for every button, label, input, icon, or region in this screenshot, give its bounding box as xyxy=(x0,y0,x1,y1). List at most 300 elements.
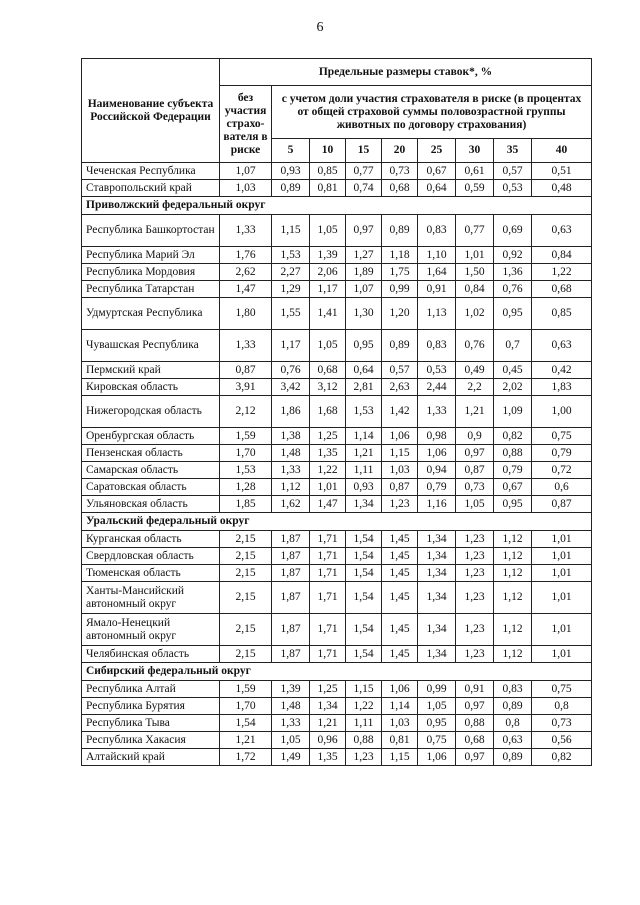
rate-cell: 1,54 xyxy=(346,565,382,582)
rate-cell: 1,71 xyxy=(310,614,346,646)
rate-cell: 1,21 xyxy=(346,445,382,462)
table-row xyxy=(82,247,592,264)
rate-cell: 2,2 xyxy=(456,379,494,396)
rate-cell: 0,96 xyxy=(310,732,346,749)
rate-cell: 0,74 xyxy=(346,180,382,197)
table-row xyxy=(82,732,592,749)
rate-cell: 0,93 xyxy=(346,479,382,496)
rate-cell: 0,77 xyxy=(346,163,382,180)
rate-cell: 0,92 xyxy=(494,247,532,264)
rate-cell: 1,01 xyxy=(532,582,592,614)
rate-cell: 1,11 xyxy=(346,462,382,479)
region-name: Пермский край xyxy=(82,362,220,379)
rate-cell: 1,05 xyxy=(310,215,346,247)
rate-cell: 1,27 xyxy=(346,247,382,264)
region-name: Ханты-Мансийский автономный округ xyxy=(82,582,220,614)
table-row xyxy=(82,163,592,180)
table-row xyxy=(82,379,592,396)
rate-without-participation: 1,76 xyxy=(220,247,272,264)
rate-cell: 0,89 xyxy=(494,698,532,715)
rate-cell: 0,64 xyxy=(346,362,382,379)
rate-cell: 1,23 xyxy=(456,614,494,646)
region-name: Чувашская Республика xyxy=(82,330,220,362)
rate-cell: 0,67 xyxy=(494,479,532,496)
rate-cell: 1,55 xyxy=(272,298,310,330)
with-participation-header: с учетом доли участия страхователя в риске (в процентах от общей страховой суммы половозрастной группы животных по договору страхования) xyxy=(272,86,592,139)
rate-without-participation: 1,59 xyxy=(220,428,272,445)
rate-cell: 0,95 xyxy=(494,298,532,330)
rate-without-participation: 1,03 xyxy=(220,180,272,197)
rate-cell: 1,62 xyxy=(272,496,310,513)
rate-cell: 1,53 xyxy=(346,396,382,428)
rate-without-participation: 1,72 xyxy=(220,749,272,766)
region-name: Курганская область xyxy=(82,531,220,548)
rate-cell: 0,8 xyxy=(494,715,532,732)
region-name: Оренбургская область xyxy=(82,428,220,445)
rate-without-participation: 1,70 xyxy=(220,445,272,462)
rate-cell: 2,06 xyxy=(310,264,346,281)
rate-cell: 1,33 xyxy=(418,396,456,428)
table-row xyxy=(82,362,592,379)
rate-cell: 1,71 xyxy=(310,646,346,663)
region-name: Ульяновская область xyxy=(82,496,220,513)
percent-header-cell: 5 xyxy=(272,139,310,163)
rate-cell: 1,10 xyxy=(418,247,456,264)
rate-cell: 0,75 xyxy=(418,732,456,749)
rate-cell: 1,03 xyxy=(382,462,418,479)
rate-cell: 0,88 xyxy=(456,715,494,732)
rate-cell: 1,87 xyxy=(272,582,310,614)
rate-cell: 1,23 xyxy=(456,548,494,565)
rate-cell: 1,01 xyxy=(532,531,592,548)
rate-cell: 0,63 xyxy=(494,732,532,749)
table-row xyxy=(82,548,592,565)
rate-cell: 0,69 xyxy=(494,215,532,247)
rate-cell: 0,68 xyxy=(456,732,494,749)
rate-cell: 1,30 xyxy=(346,298,382,330)
rate-cell: 1,15 xyxy=(382,749,418,766)
rate-cell: 0,6 xyxy=(532,479,592,496)
region-name: Удмуртская Республика xyxy=(82,298,220,330)
rate-cell: 1,71 xyxy=(310,531,346,548)
rate-cell: 1,71 xyxy=(310,565,346,582)
table-row xyxy=(82,531,592,548)
rate-cell: 1,34 xyxy=(418,548,456,565)
rate-cell: 1,45 xyxy=(382,614,418,646)
table-row xyxy=(82,445,592,462)
rate-cell: 0,97 xyxy=(346,215,382,247)
rate-cell: 1,34 xyxy=(418,565,456,582)
rate-cell: 1,23 xyxy=(346,749,382,766)
rate-cell: 1,47 xyxy=(310,496,346,513)
rate-cell: 1,23 xyxy=(456,582,494,614)
rate-cell: 1,75 xyxy=(382,264,418,281)
region-name: Республика Алтай xyxy=(82,681,220,698)
rate-cell: 0,87 xyxy=(382,479,418,496)
rate-cell: 1,54 xyxy=(346,548,382,565)
region-name: Челябинская область xyxy=(82,646,220,663)
rate-cell: 1,21 xyxy=(456,396,494,428)
rate-cell: 1,34 xyxy=(418,582,456,614)
table-row xyxy=(82,428,592,445)
rate-cell: 1,71 xyxy=(310,582,346,614)
table-row xyxy=(82,681,592,698)
rate-cell: 1,71 xyxy=(310,548,346,565)
rate-cell: 0,7 xyxy=(494,330,532,362)
table-row xyxy=(82,479,592,496)
table-row xyxy=(82,215,592,247)
rate-cell: 0,51 xyxy=(532,163,592,180)
rate-cell: 1,13 xyxy=(418,298,456,330)
region-name: Алтайский край xyxy=(82,749,220,766)
rate-cell: 1,25 xyxy=(310,428,346,445)
rate-cell: 3,12 xyxy=(310,379,346,396)
region-name: Республика Марий Эл xyxy=(82,247,220,264)
rate-cell: 1,23 xyxy=(456,531,494,548)
rate-cell: 1,87 xyxy=(272,531,310,548)
page-number: 6 xyxy=(316,20,324,35)
rate-cell: 1,12 xyxy=(494,614,532,646)
region-name: Пензенская область xyxy=(82,445,220,462)
rate-cell: 0,91 xyxy=(456,681,494,698)
rate-cell: 2,44 xyxy=(418,379,456,396)
rate-cell: 0,89 xyxy=(272,180,310,197)
rate-cell: 1,12 xyxy=(494,531,532,548)
section-row xyxy=(82,663,592,681)
rate-cell: 1,17 xyxy=(272,330,310,362)
rate-cell: 1,48 xyxy=(272,698,310,715)
rate-without-participation: 1,33 xyxy=(220,215,272,247)
rate-cell: 0,83 xyxy=(418,330,456,362)
rate-cell: 1,25 xyxy=(310,681,346,698)
rate-cell: 0,57 xyxy=(382,362,418,379)
rate-cell: 2,81 xyxy=(346,379,382,396)
rate-cell: 0,57 xyxy=(494,163,532,180)
rate-cell: 1,64 xyxy=(418,264,456,281)
rate-cell: 1,87 xyxy=(272,565,310,582)
region-name: Ставропольский край xyxy=(82,180,220,197)
rate-cell: 1,45 xyxy=(382,565,418,582)
rate-cell: 0,83 xyxy=(418,215,456,247)
table-row xyxy=(82,396,592,428)
rate-cell: 0,89 xyxy=(494,749,532,766)
rate-cell: 1,16 xyxy=(418,496,456,513)
table-row xyxy=(82,264,592,281)
rate-cell: 1,87 xyxy=(272,646,310,663)
rate-cell: 1,05 xyxy=(418,698,456,715)
rate-cell: 0,97 xyxy=(456,749,494,766)
percent-header-cell: 30 xyxy=(456,139,494,163)
table-row xyxy=(82,646,592,663)
rate-cell: 1,23 xyxy=(456,646,494,663)
rate-cell: 1,14 xyxy=(346,428,382,445)
rate-cell: 1,41 xyxy=(310,298,346,330)
region-name: Тюменская область xyxy=(82,565,220,582)
rate-cell: 0,67 xyxy=(418,163,456,180)
rate-without-participation: 1,21 xyxy=(220,732,272,749)
rate-cell: 1,54 xyxy=(346,646,382,663)
rate-cell: 1,07 xyxy=(346,281,382,298)
percent-header-cell: 25 xyxy=(418,139,456,163)
name-column-header: Наименование субъекта Российской Федерации xyxy=(82,59,220,163)
rate-cell: 1,22 xyxy=(532,264,592,281)
rate-cell: 0,88 xyxy=(494,445,532,462)
rate-without-participation: 2,15 xyxy=(220,582,272,614)
region-name: Свердловская область xyxy=(82,548,220,565)
table-row xyxy=(82,698,592,715)
rate-cell: 1,21 xyxy=(310,715,346,732)
rate-cell: 0,89 xyxy=(382,330,418,362)
rate-cell: 0,53 xyxy=(418,362,456,379)
rate-cell: 0,94 xyxy=(418,462,456,479)
rate-cell: 1,01 xyxy=(532,614,592,646)
percent-header-cell: 15 xyxy=(346,139,382,163)
rate-cell: 1,05 xyxy=(310,330,346,362)
rate-cell: 1,09 xyxy=(494,396,532,428)
region-name: Республика Бурятия xyxy=(82,698,220,715)
rate-cell: 0,88 xyxy=(346,732,382,749)
rate-cell: 1,54 xyxy=(346,614,382,646)
rate-without-participation: 1,54 xyxy=(220,715,272,732)
table-row xyxy=(82,298,592,330)
rate-cell: 2,27 xyxy=(272,264,310,281)
section-title: Приволжский федеральный округ xyxy=(82,197,592,215)
rate-without-participation: 1,28 xyxy=(220,479,272,496)
rate-cell: 1,42 xyxy=(382,396,418,428)
rate-cell: 0,81 xyxy=(382,732,418,749)
section-row xyxy=(82,513,592,531)
rate-cell: 0,82 xyxy=(494,428,532,445)
region-name: Республика Тыва xyxy=(82,715,220,732)
rate-cell: 2,02 xyxy=(494,379,532,396)
table-row xyxy=(82,715,592,732)
rate-cell: 1,15 xyxy=(382,445,418,462)
region-name: Ямало-Ненецкий автономный округ xyxy=(82,614,220,646)
rate-cell: 0,73 xyxy=(456,479,494,496)
rate-cell: 0,76 xyxy=(494,281,532,298)
rate-cell: 1,89 xyxy=(346,264,382,281)
table-row xyxy=(82,496,592,513)
rate-cell: 0,48 xyxy=(532,180,592,197)
rate-cell: 0,84 xyxy=(532,247,592,264)
rate-cell: 1,39 xyxy=(310,247,346,264)
rate-without-participation: 2,15 xyxy=(220,646,272,663)
region-name: Самарская область xyxy=(82,462,220,479)
rate-cell: 0,82 xyxy=(532,749,592,766)
rate-cell: 1,06 xyxy=(382,681,418,698)
rate-cell: 0,64 xyxy=(418,180,456,197)
region-name: Республика Татарстан xyxy=(82,281,220,298)
rate-cell: 1,54 xyxy=(346,582,382,614)
region-name: Чеченская Республика xyxy=(82,163,220,180)
rate-cell: 1,34 xyxy=(418,646,456,663)
rate-cell: 1,53 xyxy=(272,247,310,264)
rate-cell: 1,34 xyxy=(310,698,346,715)
rate-cell: 1,12 xyxy=(494,582,532,614)
rate-cell: 1,48 xyxy=(272,445,310,462)
rate-cell: 0,93 xyxy=(272,163,310,180)
rate-cell: 1,33 xyxy=(272,715,310,732)
rate-cell: 1,20 xyxy=(382,298,418,330)
rate-cell: 0,72 xyxy=(532,462,592,479)
rate-without-participation: 2,15 xyxy=(220,548,272,565)
rate-cell: 0,45 xyxy=(494,362,532,379)
rate-cell: 2,63 xyxy=(382,379,418,396)
rate-cell: 1,17 xyxy=(310,281,346,298)
rate-without-participation: 2,15 xyxy=(220,614,272,646)
rate-cell: 1,06 xyxy=(418,749,456,766)
rate-cell: 1,87 xyxy=(272,614,310,646)
rate-without-participation: 0,87 xyxy=(220,362,272,379)
rate-cell: 3,42 xyxy=(272,379,310,396)
rate-cell: 1,01 xyxy=(456,247,494,264)
rate-cell: 0,76 xyxy=(272,362,310,379)
rate-cell: 0,68 xyxy=(532,281,592,298)
rate-cell: 1,22 xyxy=(310,462,346,479)
table-row xyxy=(82,749,592,766)
rate-cell: 1,15 xyxy=(272,215,310,247)
rate-cell: 1,36 xyxy=(494,264,532,281)
rate-cell: 1,12 xyxy=(494,646,532,663)
rate-cell: 1,38 xyxy=(272,428,310,445)
rate-without-participation: 2,15 xyxy=(220,531,272,548)
rate-cell: 0,95 xyxy=(494,496,532,513)
table-body xyxy=(82,163,592,766)
rate-cell: 1,34 xyxy=(346,496,382,513)
section-title: Сибирский федеральный округ xyxy=(82,663,592,681)
rate-cell: 0,8 xyxy=(532,698,592,715)
rate-cell: 1,54 xyxy=(346,531,382,548)
rate-cell: 0,73 xyxy=(382,163,418,180)
rate-cell: 0,97 xyxy=(456,445,494,462)
rate-cell: 1,86 xyxy=(272,396,310,428)
region-name: Нижегородская область xyxy=(82,396,220,428)
table-row xyxy=(82,281,592,298)
rate-cell: 0,98 xyxy=(418,428,456,445)
limit-rates-header: Предельные размеры ставок*, % xyxy=(220,59,592,86)
rate-cell: 0,83 xyxy=(494,681,532,698)
rate-cell: 0,81 xyxy=(310,180,346,197)
percent-header-cell: 40 xyxy=(532,139,592,163)
percent-header-cell: 10 xyxy=(310,139,346,163)
rate-without-participation: 1,59 xyxy=(220,681,272,698)
rate-cell: 1,68 xyxy=(310,396,346,428)
rate-cell: 1,45 xyxy=(382,582,418,614)
rate-cell: 0,84 xyxy=(456,281,494,298)
region-name: Саратовская область xyxy=(82,479,220,496)
rate-cell: 1,14 xyxy=(382,698,418,715)
rate-cell: 0,79 xyxy=(418,479,456,496)
rate-cell: 0,9 xyxy=(456,428,494,445)
table-row xyxy=(82,180,592,197)
rate-without-participation: 1,53 xyxy=(220,462,272,479)
rate-cell: 0,79 xyxy=(532,445,592,462)
rate-cell: 1,12 xyxy=(494,565,532,582)
rate-cell: 0,95 xyxy=(346,330,382,362)
rate-cell: 1,06 xyxy=(418,445,456,462)
table-row xyxy=(82,462,592,479)
rate-cell: 1,29 xyxy=(272,281,310,298)
rate-cell: 1,23 xyxy=(382,496,418,513)
rate-cell: 0,63 xyxy=(532,215,592,247)
section-title: Уральский федеральный округ xyxy=(82,513,592,531)
rate-cell: 1,33 xyxy=(272,462,310,479)
rate-cell: 0,77 xyxy=(456,215,494,247)
rate-cell: 0,87 xyxy=(532,496,592,513)
rate-cell: 0,56 xyxy=(532,732,592,749)
rate-cell: 1,22 xyxy=(346,698,382,715)
rate-cell: 0,85 xyxy=(310,163,346,180)
rate-cell: 1,83 xyxy=(532,379,592,396)
rate-cell: 0,53 xyxy=(494,180,532,197)
rate-cell: 0,99 xyxy=(382,281,418,298)
rate-cell: 1,05 xyxy=(456,496,494,513)
rate-cell: 0,42 xyxy=(532,362,592,379)
rate-without-participation: 2,62 xyxy=(220,264,272,281)
section-row xyxy=(82,197,592,215)
rate-cell: 0,49 xyxy=(456,362,494,379)
rate-cell: 1,45 xyxy=(382,646,418,663)
rate-cell: 0,73 xyxy=(532,715,592,732)
rate-cell: 1,12 xyxy=(272,479,310,496)
rate-cell: 1,06 xyxy=(382,428,418,445)
rate-cell: 1,34 xyxy=(418,531,456,548)
region-name: Республика Мордовия xyxy=(82,264,220,281)
rate-without-participation: 2,12 xyxy=(220,396,272,428)
rate-cell: 0,76 xyxy=(456,330,494,362)
rate-cell: 1,01 xyxy=(532,548,592,565)
percent-header-cell: 20 xyxy=(382,139,418,163)
rate-without-participation: 1,33 xyxy=(220,330,272,362)
rate-cell: 1,15 xyxy=(346,681,382,698)
rate-cell: 0,75 xyxy=(532,428,592,445)
rate-without-participation: 1,07 xyxy=(220,163,272,180)
rate-cell: 1,45 xyxy=(382,531,418,548)
rate-cell: 1,23 xyxy=(456,565,494,582)
rate-cell: 0,97 xyxy=(456,698,494,715)
without-participation-header: без участия страхо-вателя в риске xyxy=(220,86,272,163)
percent-header-cell: 35 xyxy=(494,139,532,163)
rate-without-participation: 1,47 xyxy=(220,281,272,298)
rate-cell: 1,00 xyxy=(532,396,592,428)
rate-cell: 1,01 xyxy=(532,565,592,582)
rate-without-participation: 1,70 xyxy=(220,698,272,715)
rate-cell: 0,63 xyxy=(532,330,592,362)
table-row xyxy=(82,582,592,614)
rate-cell: 1,45 xyxy=(382,548,418,565)
rate-cell: 1,35 xyxy=(310,749,346,766)
table-row xyxy=(82,614,592,646)
table-row xyxy=(82,565,592,582)
rate-cell: 0,89 xyxy=(382,215,418,247)
rate-cell: 1,49 xyxy=(272,749,310,766)
region-name: Кировская область xyxy=(82,379,220,396)
rate-cell: 1,50 xyxy=(456,264,494,281)
table-row xyxy=(82,330,592,362)
rate-cell: 1,01 xyxy=(532,646,592,663)
rate-cell: 1,03 xyxy=(382,715,418,732)
rate-cell: 0,68 xyxy=(382,180,418,197)
rate-without-participation: 3,91 xyxy=(220,379,272,396)
rate-cell: 0,87 xyxy=(456,462,494,479)
region-name: Республика Башкортостан xyxy=(82,215,220,247)
rate-cell: 0,99 xyxy=(418,681,456,698)
insurance-rates-table xyxy=(81,58,592,766)
rate-cell: 0,68 xyxy=(310,362,346,379)
rate-cell: 1,05 xyxy=(272,732,310,749)
rate-without-participation: 1,80 xyxy=(220,298,272,330)
rate-cell: 0,95 xyxy=(418,715,456,732)
